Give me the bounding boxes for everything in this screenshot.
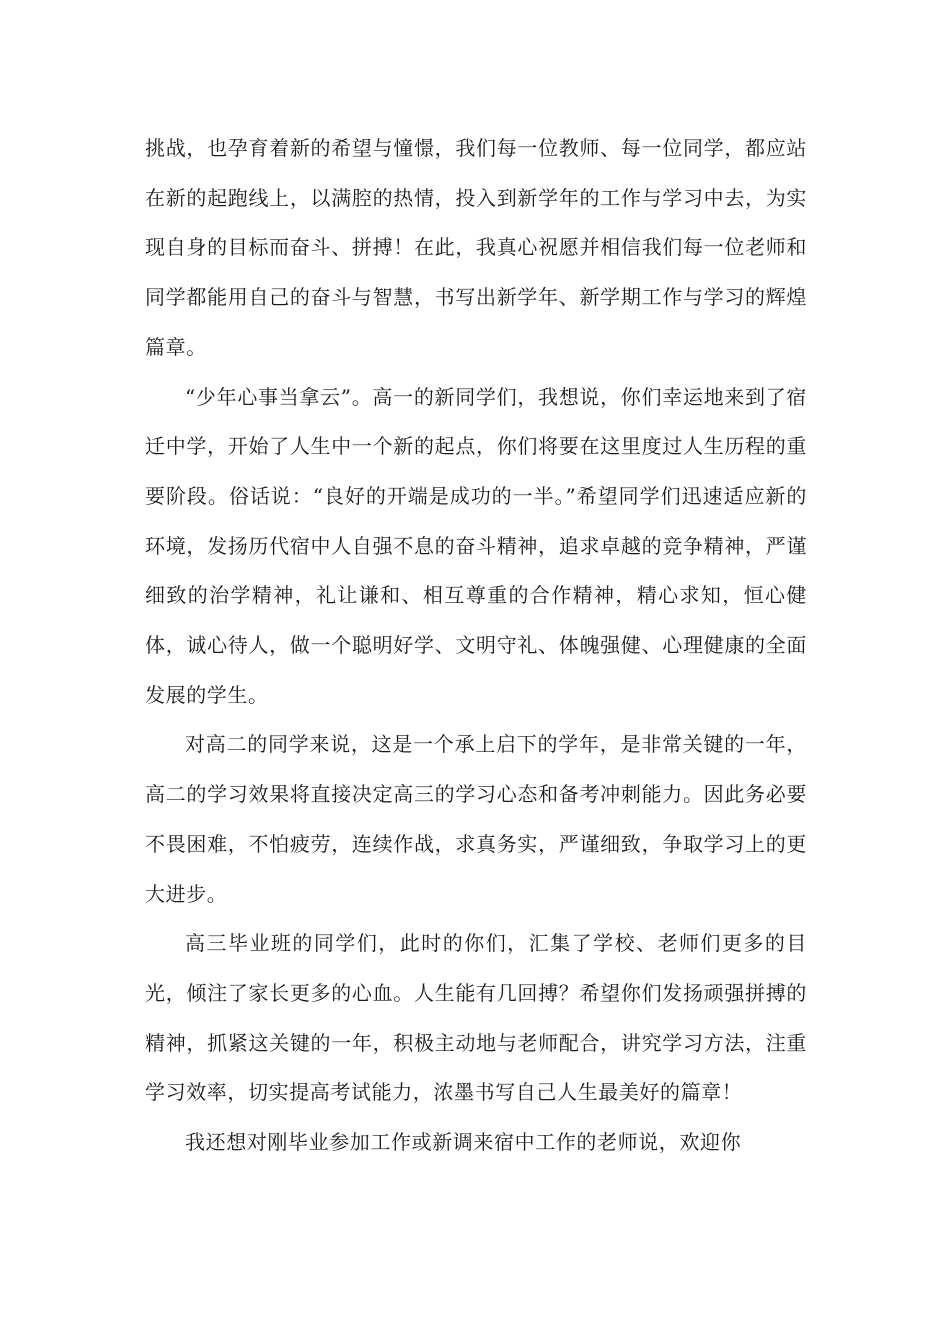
paragraph-grade-one: “少年心事当拿云”。高一的新同学们，我想说，你们幸运地来到了宿迁中学，开始了人生中一个新的起点，你们将要在这里度过人生历程的重要阶段。俗话说：“良好的开端是成功的一半。”希望同学们迅速适应新的环境，发扬历代宿中人自强不息的奋斗精神，追求卓越的竞争精神，严谨细致的治学精神，礼让谦和、相互尊重的合作精神，精心求知，恒心健体，诚心待人，做一个聪明好学、文明守礼、体魄强健、心理健康的全面发展的学生。 — [145, 384, 807, 707]
paragraph-grade-two: 对高二的同学来说，这是一个承上启下的学年，是非常关键的一年，高二的学习效果将直接决定高三的学习心态和备考冲刺能力。因此务必要不畏困难，不怕疲劳，连续作战，求真务实，严谨细致，争取学习上的更大进步。 — [145, 732, 807, 906]
document-body — [145, 124, 807, 1168]
paragraph-new-teachers: 我还想对刚毕业参加工作或新调来宿中工作的老师说，欢迎你 — [185, 1130, 742, 1155]
paragraph-grade-three: 高三毕业班的同学们，此时的你们，汇集了学校、老师们更多的目光，倾注了家长更多的心血。人生能有几回搏？希望你们发扬顽强拼搏的精神，抓紧这关键的一年，积极主动地与老师配合，讲究学习方法，注重学习效率，切实提高考试能力，浓墨书写自己人生最美好的篇章！ — [145, 931, 807, 1105]
paragraph-continuation: 挑战，也孕育着新的希望与憧憬，我们每一位教师、每一位同学，都应站在新的起跑线上，以满腔的热情，投入到新学年的工作与学习中去，为实现自身的目标而奋斗、拼搏！在此，我真心祝愿并相信我们每一位老师和同学都能用自己的奋斗与智慧，书写出新学年、新学期工作与学习的辉煌篇章。 — [145, 136, 807, 359]
